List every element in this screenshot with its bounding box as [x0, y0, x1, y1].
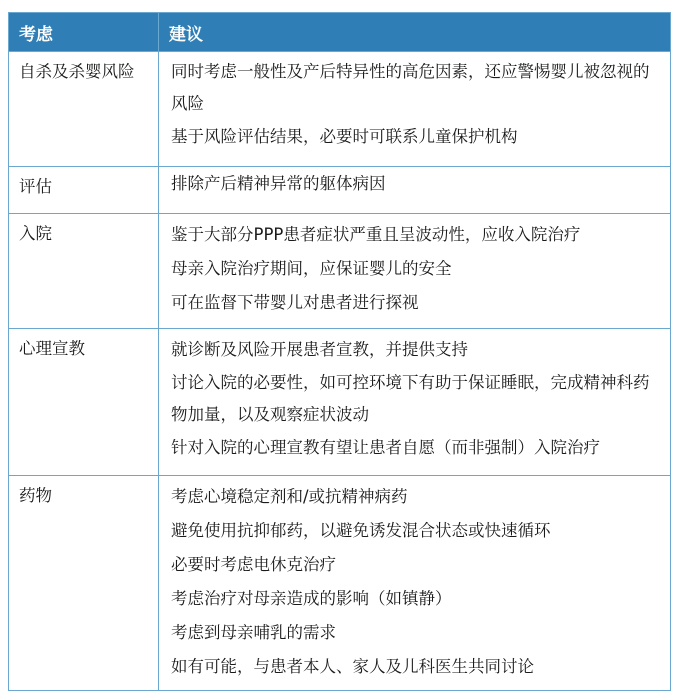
- category-cell: 自杀及杀婴风险: [9, 52, 159, 167]
- advice-item: 母亲入院治疗期间，应保证婴儿的安全: [171, 259, 452, 278]
- advice-item: 可在监督下带婴儿对患者进行探视: [171, 293, 419, 312]
- table-row-suicide-risk: [9, 52, 671, 167]
- advice-item: 讨论入院的必要性，如可控环境下有助于保证睡眠，完成精神科药物加量，以及观察症状波动: [171, 373, 650, 424]
- table-row-assessment: [9, 167, 671, 214]
- advice-item: 避免使用抗抑郁药，以避免诱发混合状态或快速循环: [171, 521, 551, 540]
- advice-item: 考虑心境稳定剂和/或抗精神病药: [171, 487, 408, 506]
- advice-item: 针对入院的心理宣教有望让患者自愿（而非强制）入院治疗: [171, 438, 600, 457]
- advice-item: 同时考虑一般性及产后特异性的高危因素，还应警惕婴儿被忽视的风险: [171, 62, 650, 113]
- advice-item: 必要时考虑电休克治疗: [171, 555, 336, 574]
- advice-cell: [159, 167, 671, 214]
- header-consider: 考虑: [9, 13, 159, 52]
- category-cell: 心理宣教: [9, 329, 159, 476]
- advice-item: 考虑到母亲哺乳的需求: [171, 623, 336, 642]
- advice-item: 考虑治疗对母亲造成的影响（如镇静）: [171, 589, 452, 608]
- table-row-admission: [9, 214, 671, 329]
- advice-item: 如有可能，与患者本人、家人及儿科医生共同讨论: [171, 657, 534, 676]
- table-row-medication: [9, 476, 671, 691]
- category-cell: 入院: [9, 214, 159, 329]
- recommendation-table: [8, 12, 671, 691]
- category-cell: 药物: [9, 476, 159, 691]
- advice-cell: [159, 329, 671, 476]
- header-advice: 建议: [159, 13, 671, 52]
- advice-cell: [159, 214, 671, 329]
- advice-item: 就诊断及风险开展患者宣教，并提供支持: [171, 340, 468, 359]
- advice-cell: [159, 476, 671, 691]
- category-cell: 评估: [9, 167, 159, 214]
- table-row-psychoeducation: [9, 329, 671, 476]
- table-header-row: [9, 13, 671, 52]
- advice-item: 基于风险评估结果，必要时可联系儿童保护机构: [171, 127, 518, 146]
- advice-item: 鉴于大部分PPP患者症状严重且呈波动性，应收入院治疗: [171, 225, 581, 244]
- advice-item: 排除产后精神异常的躯体病因: [171, 174, 386, 193]
- advice-cell: [159, 52, 671, 167]
